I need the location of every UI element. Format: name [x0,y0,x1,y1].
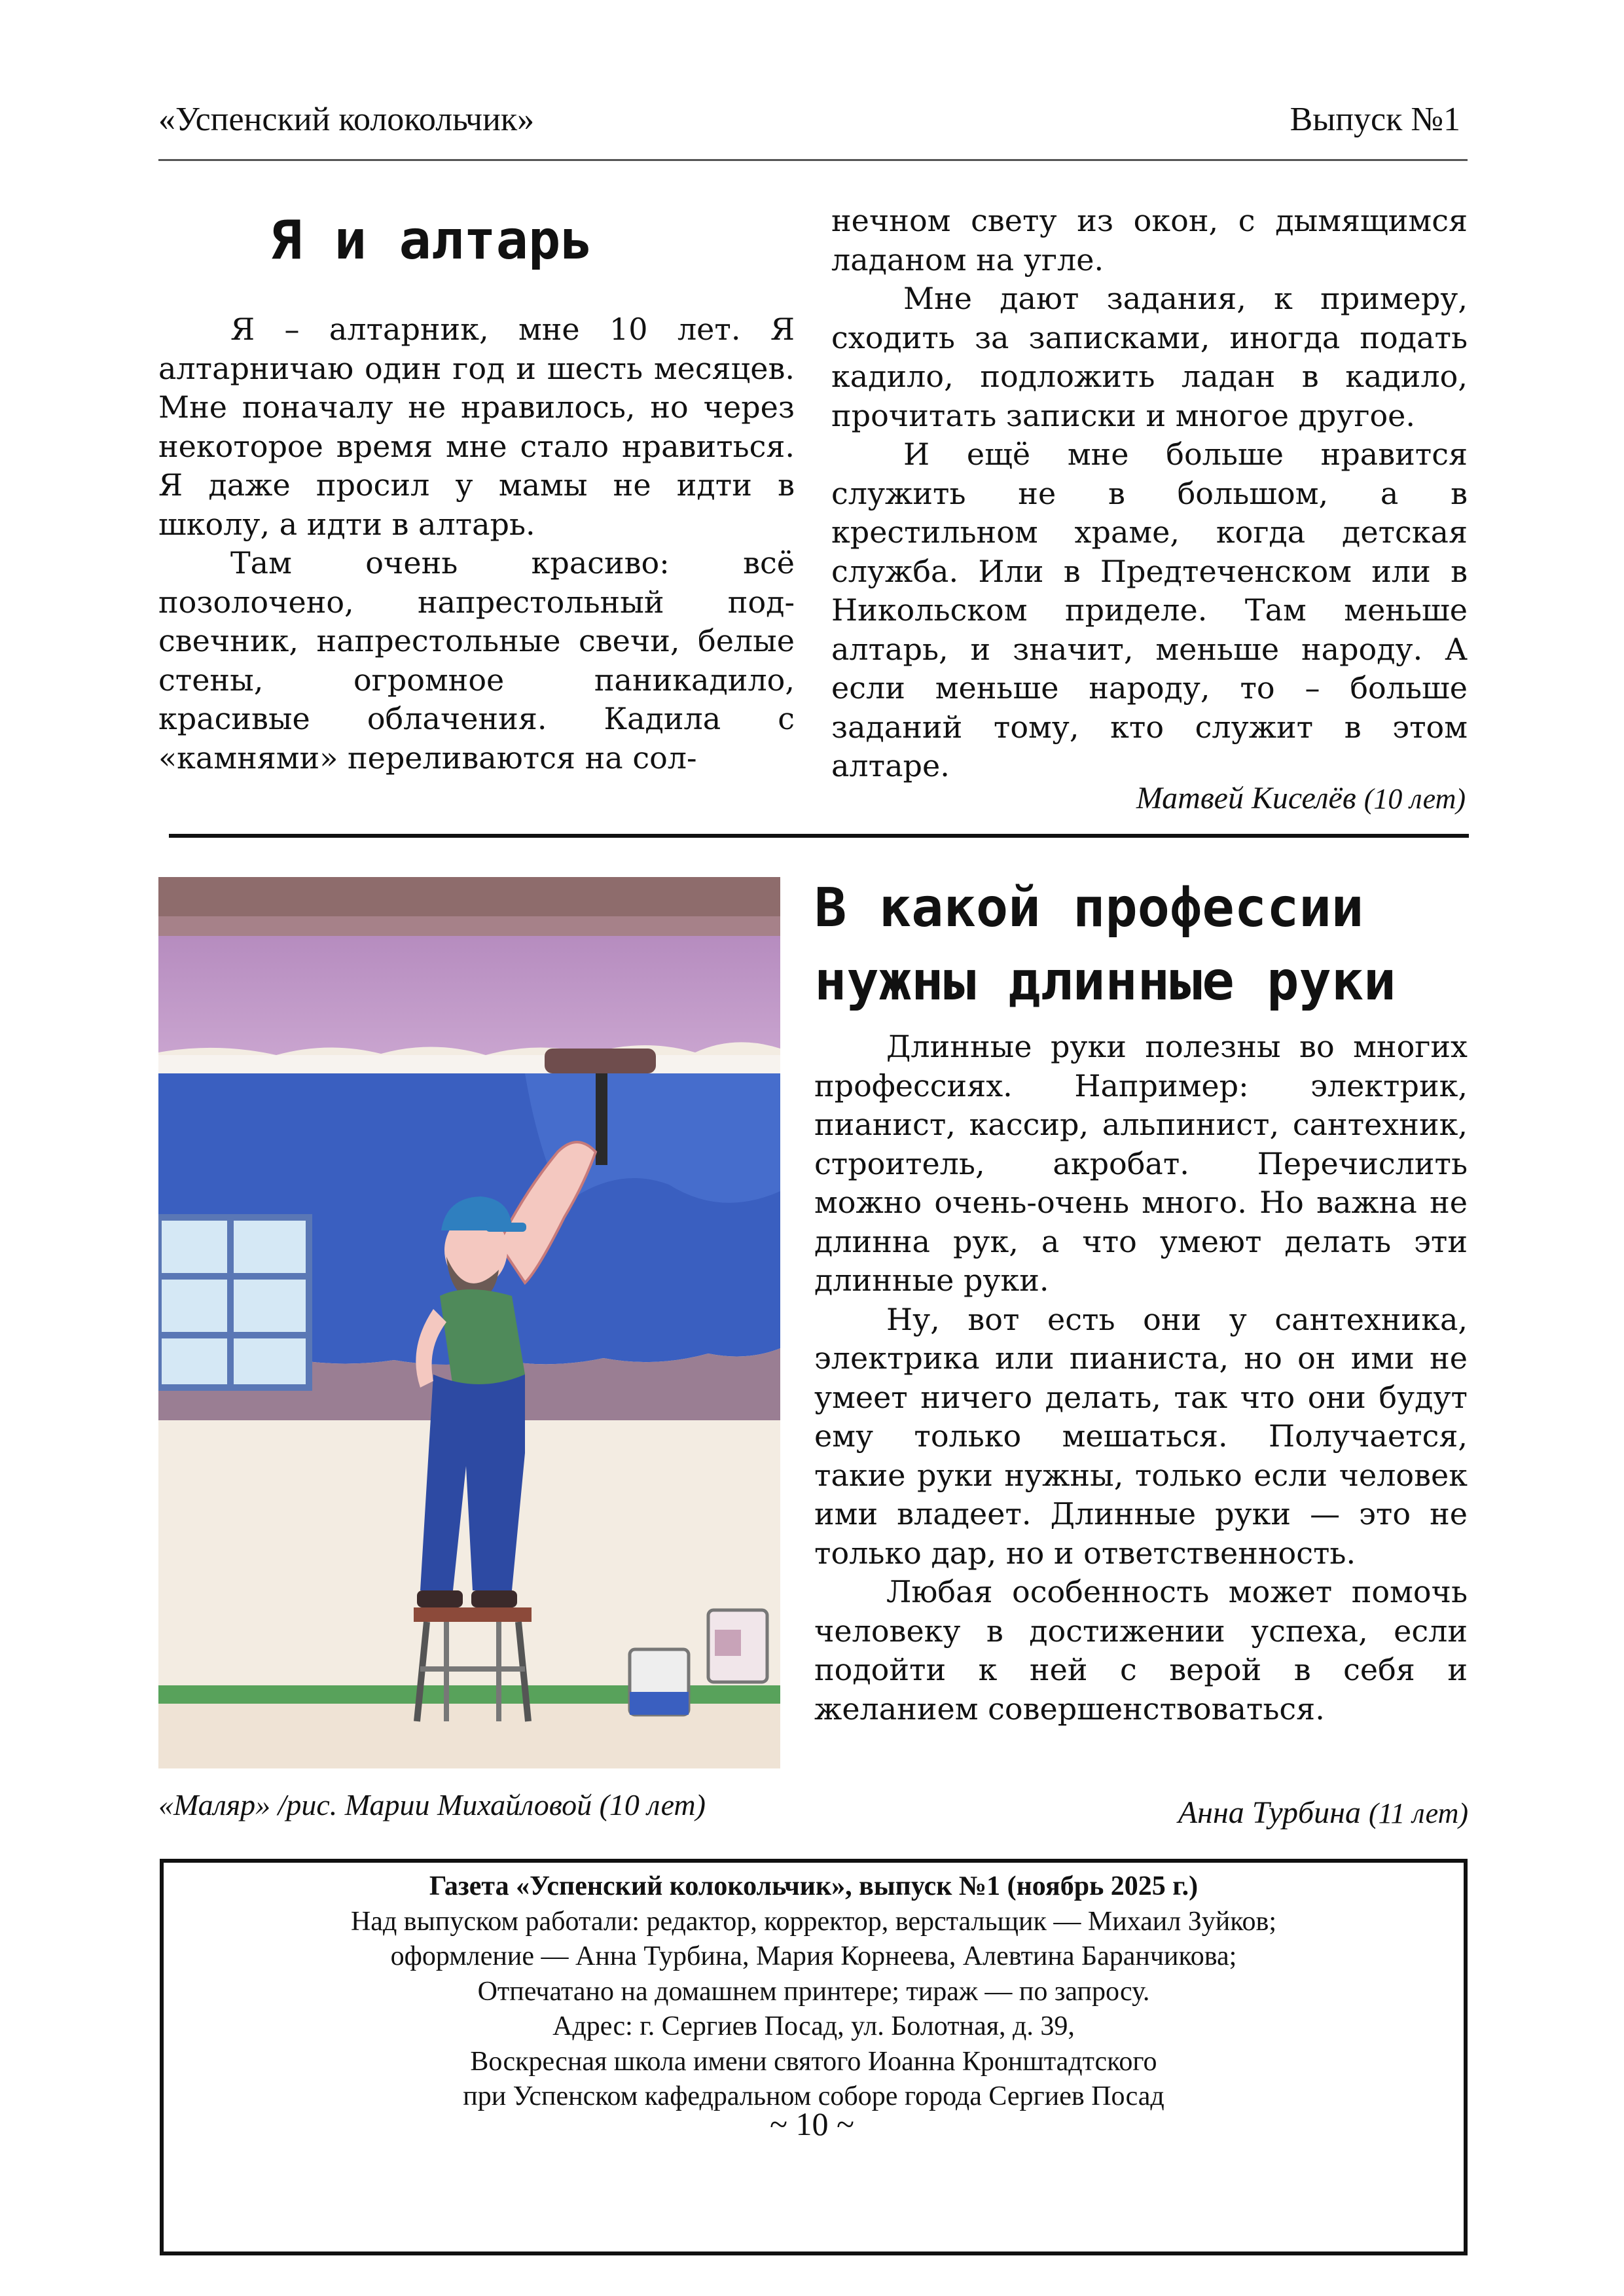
article2-author-age: (11 лет) [1368,1797,1468,1829]
article2-paragraph: Ну, вот есть они у сантехника, электрика или пианиста, но он ими не умеет ничего делать, так что они будут ему только мешаться. Получается, такие руки нужны, только если человек ими владеет. Длинные руки — это не только дар, но и ответственность. [814,1301,1468,1571]
imprint-box [160,1859,1468,2255]
article2-title-line: нужны длинные руки [814,950,1396,1013]
article1-title: Я и алтарь [270,209,593,272]
article1-paragraph-continued: нечном свету из окон, с дымящимся ладаном на угле. [831,203,1468,278]
article2-signature [1178,1793,1468,1833]
article2-title-line: В какой профессии [814,877,1364,939]
article2-title [814,872,1475,1018]
article1-paragraph: Там очень красиво: всё позолочено, напрестольный под-свечник, напрестольные свечи, белые стены, огромное паникадило, красивые облачения. Кадила с «камнями» переливаются на сол- [158,545,795,776]
article2-paragraph: Любая особенность может помочь человеку в достижении успеха, если подойти к ней с верой в себя и желанием совершенствоваться. [814,1574,1468,1727]
article2-body [814,1028,1468,1729]
imprint-line: при Успенском кафедральном соборе города Сергиев Посад [463,2081,1164,2111]
illustration-caption: «Маляр» /рис. Марии Михайловой (10 лет) [158,1788,706,1821]
article1-paragraph: Мне дают задания, к примеру, сходить за записками, иногда подать кадило, подложить ладан в кадило, прочитать записки и многое другое. [831,281,1468,433]
article1-author-age: (10 лет) [1363,783,1466,815]
imprint-line: оформление — Анна Турбина, Мария Корнеева, Алевтина Баранчикова; [390,1941,1237,1971]
article1-paragraph: Я – алтарник, мне 10 лет. Я алтарничаю один год и шесть месяцев. Мне поначалу не нравилось, но через некоторое время мне стало нравиться. Я даже просил у мамы не идти в школу, а идти в алтарь. [158,312,795,542]
article1-paragraph: И ещё мне больше нравится служить не в большом, а в крестильном храме, когда детская служба. Или в Предтеченском или в Никольском приделе. Там меньше алтарь, и значит, меньше народу. А если меньше народу, то – больше заданий тому, кто служит в этом алтаре. [831,437,1468,783]
article1-column-left [158,310,795,778]
imprint-line: Отпечатано на домашнем принтере; тираж — по запросу. [477,1976,1150,2007]
painter-illustration [158,877,780,1768]
article1-author: Матвей Киселёв [1136,781,1356,816]
section-divider [169,834,1469,838]
imprint-title: Газета «Успенский колокольчик», выпуск №1 (ноябрь 2025 г.) [429,1871,1199,1901]
header-rule [158,159,1468,161]
painter-drawing [158,877,780,1768]
newspaper-name: «Успенский колокольчик» [158,101,535,138]
imprint-line: Воскресная школа имени святого Иоанна Кронштадтского [470,2046,1157,2077]
page-number: ~ 10 ~ [769,2106,855,2142]
article1-column-right [831,202,1468,786]
imprint-line: Над выпуском работали: редактор, корректор, верстальщик — Михаил Зуйков; [350,1906,1277,1937]
issue-number: Выпуск №1 [1290,101,1460,138]
imprint-line: Адрес: г. Сергиев Посад, ул. Болотная, д. 39, [552,2011,1075,2041]
article2-author: Анна Турбина [1178,1795,1361,1830]
article2-paragraph: Длинные руки полезны во многих профессиях. Например: электрик, пианист, кассир, альпинист, сантехник, строитель, акробат. Перечислить можно очень-очень много. Но важна не длинна рук, а что умеют делать эти длинные руки. [814,1029,1468,1298]
article1-signature [1136,779,1466,819]
